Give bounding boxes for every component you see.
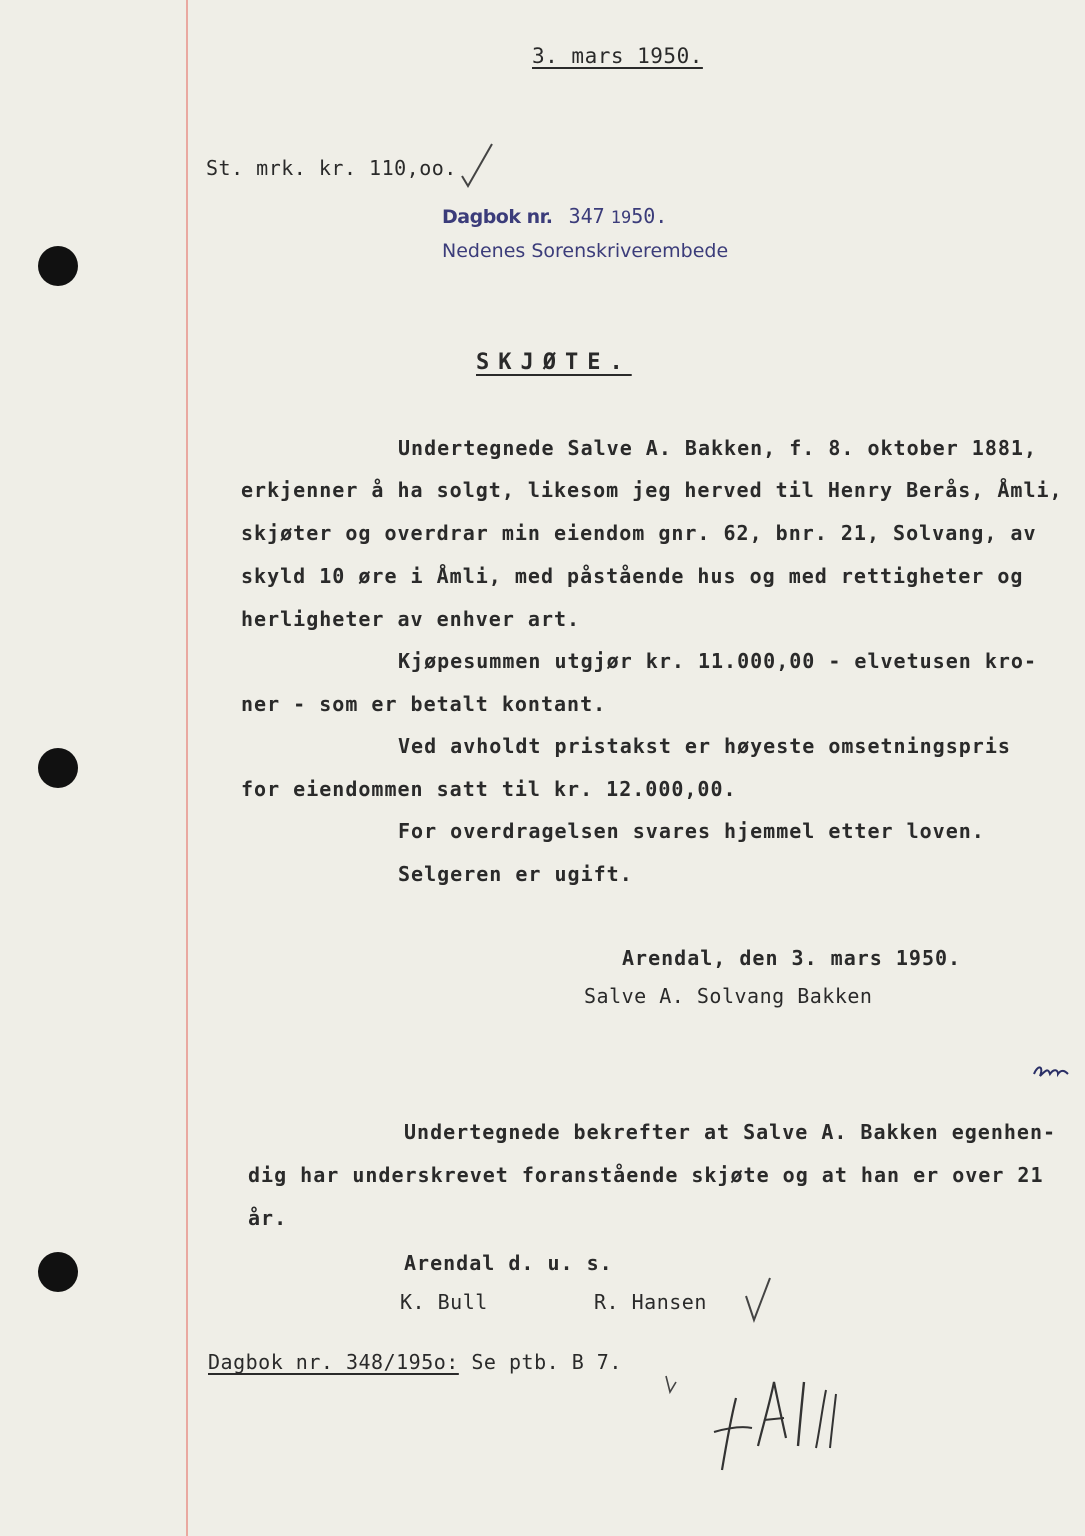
witness-place: Arendal d. u. s.: [404, 1251, 613, 1275]
header-date: 3. mars 1950.: [532, 44, 703, 68]
small-tick: [664, 1372, 684, 1396]
witness-1: K. Bull: [400, 1290, 488, 1314]
body-line-1: Undertegnede Salve A. Bakken, f. 8. oktober 1881,: [398, 436, 1038, 460]
witness-line-2: dig har underskrevet foranstående skjøte og at han er over 21: [248, 1163, 1044, 1187]
body-line-11: Selgeren er ugift.: [398, 862, 633, 886]
stamp-number: 347: [568, 204, 605, 228]
footer-line: [208, 1350, 622, 1374]
stamp-year-suffix: 50.: [631, 204, 668, 228]
witness-2: R. Hansen: [594, 1290, 707, 1314]
body-line-2: erkjenner å ha solgt, likesom jeg herved til Henry Berås, Åmli,: [241, 478, 1063, 502]
punch-hole-middle: [38, 748, 78, 788]
document-title: SKJØTE.: [476, 350, 632, 375]
body-line-7: ner - som er betalt kontant.: [241, 692, 607, 716]
check-mark-2: [744, 1276, 774, 1326]
handwritten-initials: [1032, 1062, 1072, 1082]
punch-hole-top: [38, 246, 78, 286]
body-line-9: for eiendommen satt til kr. 12.000,00.: [241, 777, 737, 801]
stamp-duty: St. mrk. kr. 110,oo.: [206, 156, 457, 180]
body-line-3: skjøter og overdrar min eiendom gnr. 62, bnr. 21, Solvang, av: [241, 521, 1037, 545]
registry-office: Nedenes Sorenskriverembede: [442, 240, 729, 262]
seller-signature: Salve A. Solvang Bakken: [584, 984, 873, 1008]
stamp-year-prefix: 19: [610, 208, 632, 228]
handwritten-mark: [706, 1376, 846, 1476]
stamp-label: Dagbok nr.: [442, 206, 553, 228]
margin-line: [186, 0, 188, 1536]
body-line-6: Kjøpesummen utgjør kr. 11.000,00 - elvetusen kro-: [398, 649, 1038, 673]
footer-ref: Dagbok nr. 348/195o:: [208, 1350, 459, 1374]
body-line-10: For overdragelsen svares hjemmel etter loven.: [398, 819, 985, 843]
check-mark-1: [458, 140, 498, 190]
body-line-5: herligheter av enhver art.: [241, 607, 581, 631]
witness-line-1: Undertegnede bekrefter at Salve A. Bakken egenhen-: [404, 1120, 1057, 1144]
footer-note: Se ptb. B 7.: [471, 1350, 622, 1374]
witness-line-3: år.: [248, 1206, 288, 1230]
body-line-8: Ved avholdt pristakst er høyeste omsetningspris: [398, 734, 1011, 758]
punch-hole-bottom: [38, 1252, 78, 1292]
body-line-4: skyld 10 øre i Åmli, med påstående hus og med rettigheter og: [241, 564, 1024, 588]
place-date: Arendal, den 3. mars 1950.: [622, 946, 962, 970]
registry-stamp-line: [442, 204, 667, 228]
